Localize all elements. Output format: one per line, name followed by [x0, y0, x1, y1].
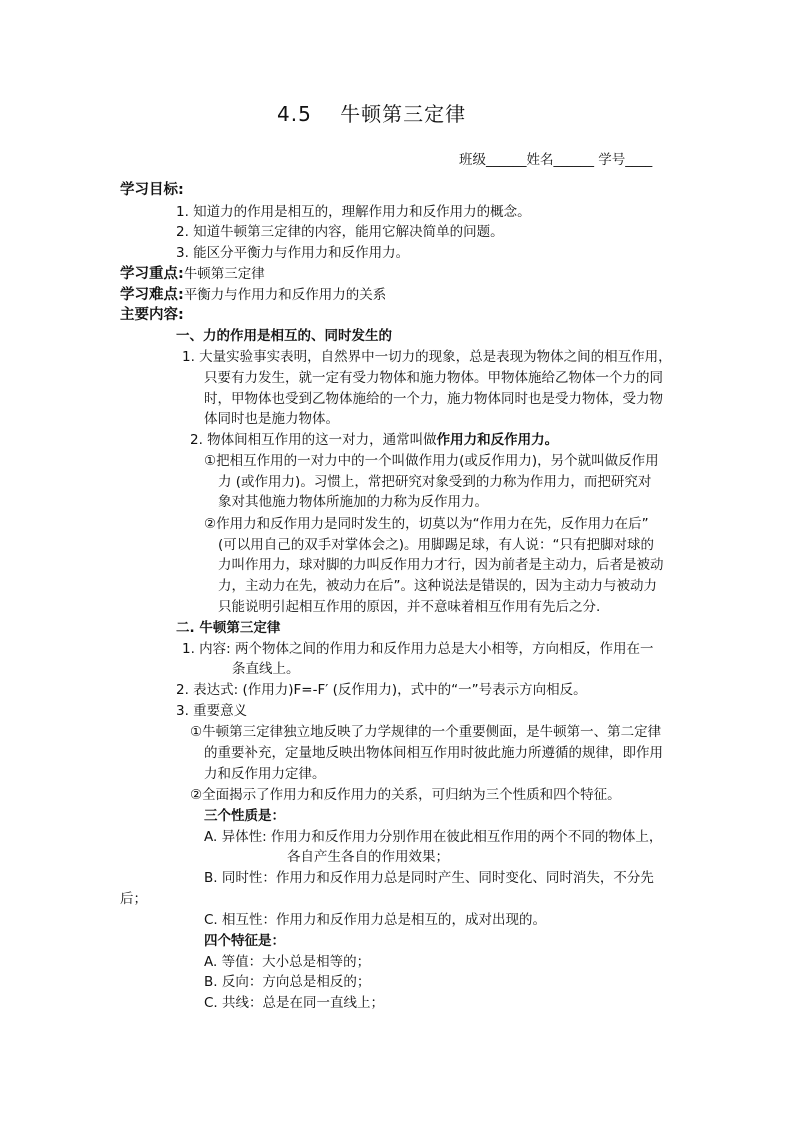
- paragraph-line: 力和反作用力定律。: [204, 766, 326, 782]
- paragraph-line: 象对其他施力物体所施加的力称为反作用力。: [218, 494, 488, 510]
- features-heading: 四个特征是：: [204, 933, 285, 949]
- paragraph-line: 各自产生各自的作用效果；: [287, 849, 449, 865]
- key-point-row: [120, 264, 265, 284]
- paragraph-line: 时，甲物体也受到乙物体施给的一个力，施力物体同时也是受力物体，受力物: [204, 391, 663, 407]
- p2-prefix: 2. 物体间相互作用的这一对力，通常叫做: [190, 432, 437, 448]
- properties-heading: 三个性质是：: [204, 808, 285, 824]
- feature-item: C. 共线：总是在同一直线上；: [204, 995, 385, 1011]
- paragraph-line: [190, 430, 558, 450]
- paragraph-line: (可以用自己的双手对掌体会之)。用脚踢足球，有人说：“只有把脚对球的: [218, 537, 655, 553]
- paragraph-line: C. 相互性：作用力和反作用力总是相互的，成对出现的。: [204, 912, 547, 928]
- page-title: 4.5 牛顿第三定律: [277, 102, 467, 126]
- paragraph-line: 2. 表达式: (作用力)F=-F′ (反作用力)，式中的“一”号表示方向相反。: [176, 682, 587, 698]
- paragraph-line: ①把相互作用的一对力中的一个叫做作用力(或反作用力)，另个就叫做反作用: [204, 453, 659, 469]
- feature-item: A. 等值：大小总是相等的；: [204, 954, 371, 970]
- section2-heading: 二. 牛顿第三定律: [176, 620, 281, 636]
- paragraph-line: 只能说明引起相互作用的原因，并不意味着相互作用有先后之分.: [218, 599, 601, 615]
- paragraph-line: ②作用力和反作用力是同时发生的，切莫以为“作用力在先，反作用力在后”: [204, 516, 649, 532]
- p2-bold-term: 作用力和反作用力。: [436, 432, 559, 448]
- goal-item: 1. 知道力的作用是相互的，理解作用力和反作用力的概念。: [176, 204, 531, 220]
- difficulty-text: 平衡力与作用力和反作用力的关系: [183, 287, 387, 303]
- paragraph-line: A. 异体性: 作用力和反作用力分别作用在彼此相互作用的两个不同的物体上，: [204, 829, 663, 845]
- paragraph-line: 力 (或作用力)。习惯上，常把研究对象受到的力称为作用力，而把研究对: [218, 474, 652, 490]
- paragraph-line: 的重要补充，定量地反映出物体间相互作用时彼此施力所遵循的规律，即作用: [204, 745, 663, 761]
- paragraph-line: 力，主动力在先，被动力在后”。这种说法是错误的，因为主动力与被动力: [218, 578, 657, 594]
- paragraph-line: 条直线上。: [232, 661, 300, 677]
- section1-heading: 一、力的作用是相互的、同时发生的: [176, 328, 392, 344]
- difficulty-label: 学习难点:: [120, 287, 184, 303]
- goal-item: 2. 知道牛顿第三定律的内容，能用它解决简单的问题。: [176, 224, 504, 240]
- feature-item: B. 反向：方向总是相反的；: [204, 974, 371, 990]
- student-info-line: 班级______姓名______ 学号____: [459, 152, 653, 168]
- main-content-heading: 主要内容:: [120, 307, 184, 323]
- key-point-label: 学习重点:: [120, 266, 184, 282]
- paragraph-line: 后；: [120, 891, 147, 907]
- paragraph-line: B. 同时性：作用力和反作用力总是同时产生、同时变化、同时消失，不分先: [204, 870, 654, 886]
- paragraph-line: ①牛顿第三定律独立地反映了力学规律的一个重要侧面，是牛顿第一、第二定律: [190, 724, 662, 740]
- goal-item: 3. 能区分平衡力与作用力和反作用力。: [176, 245, 410, 261]
- paragraph-line: 1. 内容: 两个物体之间的作用力和反作用力总是大小相等，方向相反，作用在一: [182, 641, 654, 657]
- paragraph-line: 力叫作用力，球对脚的力叫反作用力才行，因为前者是主动力，后者是被动: [218, 557, 664, 573]
- paragraph-line: 1. 大量实验事实表明，自然界中一切力的现象，总是表现为物体之间的相互作用，: [182, 349, 672, 365]
- key-point-text: 牛顿第三定律: [183, 266, 265, 282]
- difficulty-row: [120, 285, 386, 305]
- paragraph-line: 只要有力发生，就一定有受力物体和施力物体。甲物体施给乙物体一个力的同: [204, 370, 663, 386]
- paragraph-line: 3. 重要意义: [176, 703, 248, 719]
- goals-heading: 学习目标:: [120, 182, 184, 198]
- paragraph-line: 体同时也是施力物体。: [204, 411, 339, 427]
- paragraph-line: ②全面揭示了作用力和反作用力的关系，可归纳为三个性质和四个特征。: [190, 787, 621, 803]
